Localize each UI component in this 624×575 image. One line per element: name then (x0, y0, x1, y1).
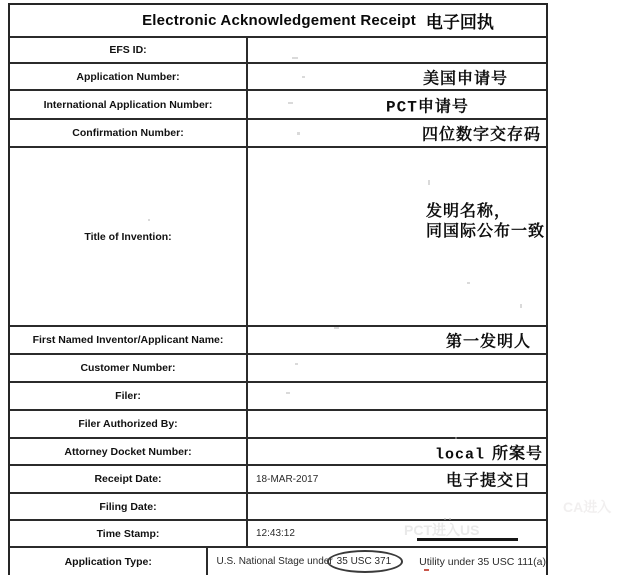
watermark-pct-into-us: PCT进入US (404, 522, 480, 538)
filer-authorized-by-label: Filer Authorized By: (10, 411, 248, 437)
application-number-label: Application Number: (10, 64, 248, 89)
row-time-stamp (10, 521, 546, 548)
smudge-mark (148, 219, 150, 221)
smudge-mark (520, 304, 522, 308)
row-confirmation-number (10, 120, 546, 148)
attorney-docket-number-label: Attorney Docket Number: (10, 439, 248, 464)
row-international-application-number (10, 91, 546, 120)
row-customer-number (10, 355, 546, 383)
dark-line-segment (417, 538, 518, 541)
application-number-annotation: 美国申请号 (423, 70, 509, 87)
time-stamp-value (248, 521, 546, 546)
pct-zh-text: 申请号 (417, 98, 469, 115)
row-receipt-date (10, 466, 546, 494)
smudge-mark (297, 132, 300, 135)
red-tick-mark (424, 569, 429, 571)
first-named-inventor-value (248, 327, 546, 353)
docket-zh-text: 所案号 (492, 445, 544, 462)
row-filer (10, 383, 546, 411)
time-stamp-text: 12:43:12 (256, 528, 295, 539)
confirmation-number-annotation: 四位数字交存码 (422, 126, 542, 144)
row-attorney-docket-number (10, 439, 546, 466)
smudge-mark (428, 180, 430, 185)
row-application-type (10, 548, 546, 575)
smudge-mark (467, 282, 470, 284)
smudge-mark (292, 57, 298, 59)
international-application-number-value (248, 91, 546, 118)
filer-authorized-by-value (248, 411, 546, 437)
receipt-date-text: 18-MAR-2017 (256, 473, 319, 485)
first-named-inventor-label: First Named Inventor/Applicant Name: (10, 327, 248, 353)
title-of-invention-label: Title of Invention: (10, 148, 248, 325)
receipt-date-value (248, 466, 546, 492)
first-named-inventor-annotation: 第一发明人 (446, 333, 532, 351)
smudge-mark (334, 327, 339, 329)
application-type-suffix: Utility under 35 USC 111(a) (419, 555, 546, 568)
filing-date-label: Filing Date: (10, 494, 248, 519)
receipt-date-annotation: 电子提交日 (446, 472, 532, 490)
smudge-mark (444, 518, 446, 520)
title-of-invention-value (248, 148, 546, 325)
smudge-mark (455, 437, 457, 439)
row-first-named-inventor (10, 327, 546, 355)
customer-number-value (248, 355, 546, 381)
application-type-circled-text: 35 USC 371 (336, 556, 392, 567)
row-filer-authorized-by (10, 411, 546, 439)
filing-date-value (248, 494, 546, 519)
title-annotation-line2: 同国际公布一致 (426, 223, 546, 240)
application-type-prefix: U.S. National Stage under (216, 556, 333, 567)
title-annotation-line1: 发明名称， (426, 203, 512, 220)
receipt-date-label: Receipt Date: (10, 466, 248, 492)
smudge-mark (288, 102, 293, 104)
receipt-table (8, 3, 548, 575)
time-stamp-label: Time Stamp: (10, 521, 248, 546)
international-application-number-label: International Application Number: (10, 91, 248, 118)
attorney-docket-number-annotation (435, 440, 543, 463)
receipt-title (10, 5, 546, 36)
customer-number-label: Customer Number: (10, 355, 248, 381)
attorney-docket-number-value (248, 439, 546, 464)
application-type-value (208, 548, 546, 575)
smudge-mark (302, 76, 305, 78)
efs-id-label: EFS ID: (10, 38, 248, 62)
title-of-invention-annotation (426, 202, 545, 242)
receipt-title-zh: 电子回执 (425, 13, 494, 32)
watermark-ca-entry: CA进入 (563, 499, 612, 515)
header-row (10, 5, 546, 38)
filer-value (248, 383, 546, 409)
confirmation-number-value (248, 120, 546, 146)
smudge-mark (295, 363, 298, 365)
smudge-mark (449, 518, 451, 520)
international-application-number-annotation (386, 93, 469, 116)
row-efs-id (10, 38, 546, 64)
confirmation-number-label: Confirmation Number: (10, 120, 248, 146)
row-title-of-invention (10, 148, 546, 327)
filer-label: Filer: (10, 383, 248, 409)
application-number-value (248, 64, 546, 89)
application-type-label: Application Type: (10, 548, 208, 575)
row-application-number (10, 64, 546, 91)
pct-latin-text: PCT (386, 98, 418, 116)
application-type-circled (337, 556, 391, 567)
docket-latin-text: local (435, 446, 486, 463)
row-filing-date (10, 494, 546, 521)
receipt-title-en: Electronic Acknowledgement Receipt (142, 12, 416, 29)
smudge-mark (286, 392, 290, 394)
